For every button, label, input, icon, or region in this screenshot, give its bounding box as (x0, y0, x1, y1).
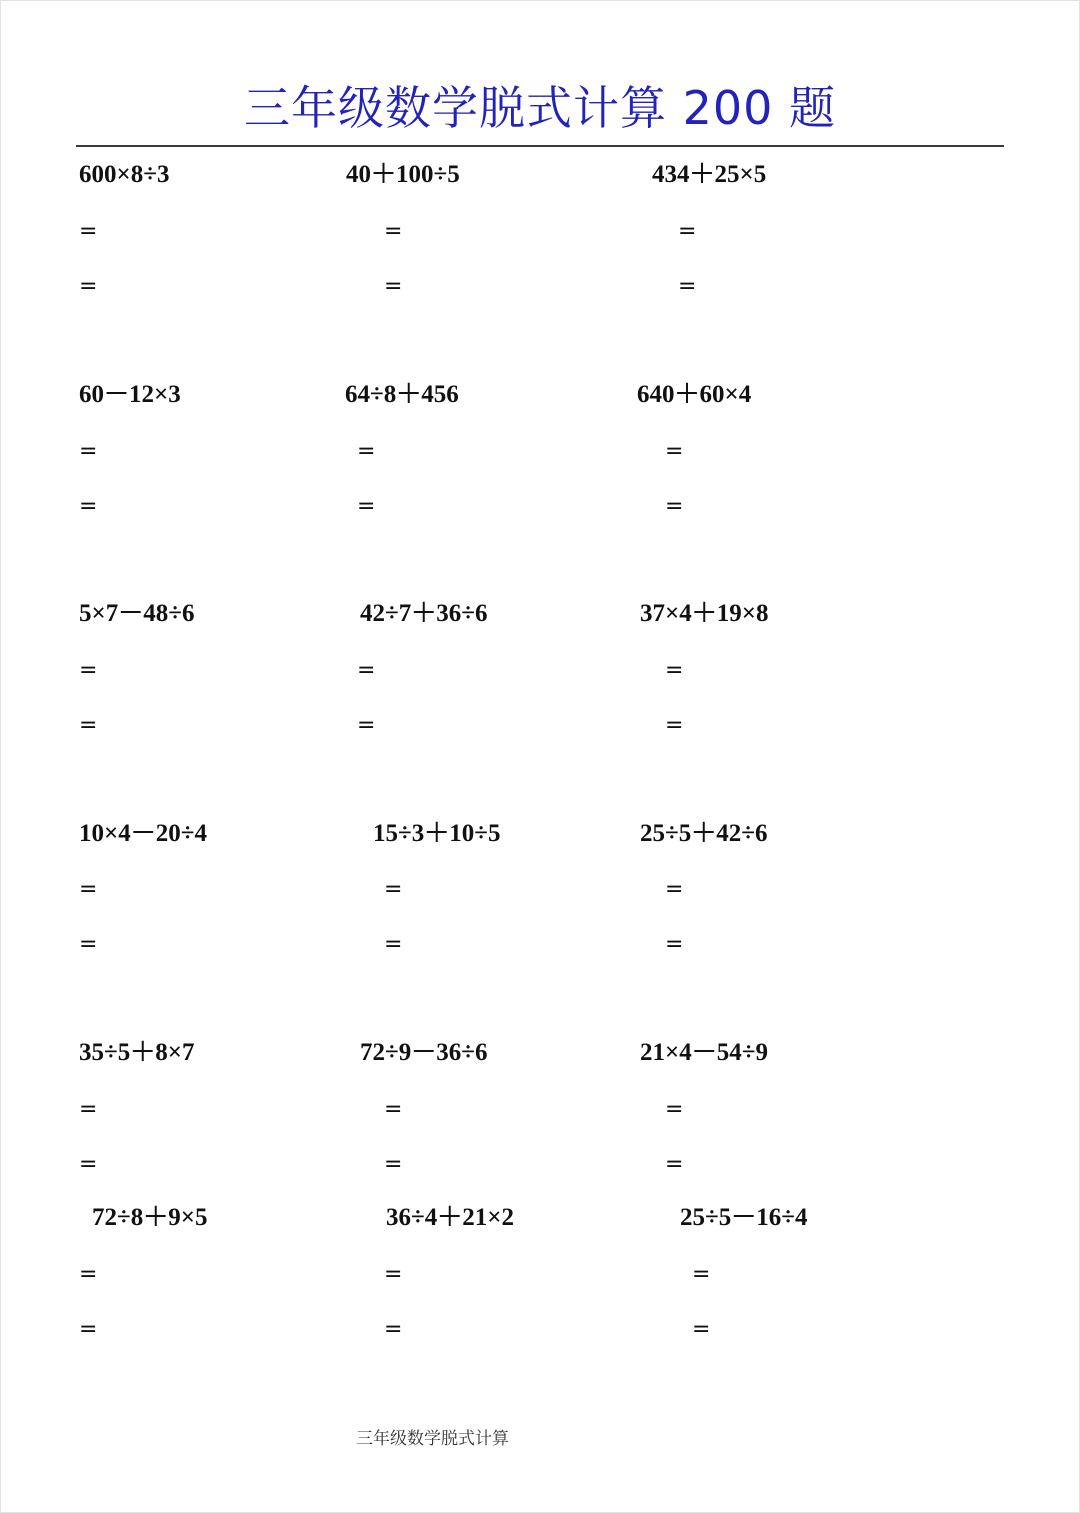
equals-line-2: = (357, 713, 376, 738)
problem-expression: 25÷5＋42÷6 (640, 820, 768, 847)
problem-16 (79, 1203, 392, 1353)
equals-line-1: = (665, 658, 684, 683)
equals-line-1: = (384, 877, 403, 902)
equals-line-1: = (678, 219, 697, 244)
problem-expression: 37×4＋19×8 (640, 600, 769, 627)
equals-line-2: = (384, 274, 403, 299)
problem-1 (79, 160, 379, 310)
problem-expression: 21×4－54÷9 (640, 1039, 768, 1066)
problem-13 (79, 1038, 379, 1188)
problem-2 (346, 160, 646, 310)
problem-expression: 600×8÷3 (79, 161, 170, 188)
problem-expression: 25÷5－16÷4 (680, 1204, 808, 1231)
problem-7 (79, 599, 379, 749)
equals-line-2: = (357, 494, 376, 519)
page-title: 三年级数学脱式计算 200 题 (243, 81, 837, 135)
equals-line-1: = (692, 1262, 711, 1287)
equals-line-1: = (79, 439, 98, 464)
equals-line-1: = (384, 1097, 403, 1122)
equals-line-2: = (79, 494, 98, 519)
page-footer: 三年级数学脱式计算 (356, 1429, 509, 1449)
problem-expression: 10×4－20÷4 (79, 820, 207, 847)
problem-5 (345, 380, 645, 530)
equals-line-2: = (384, 1152, 403, 1177)
equals-line-2: = (678, 274, 697, 299)
equals-line-2: = (79, 274, 98, 299)
problem-17 (386, 1203, 686, 1353)
problem-expression: 60－12×3 (79, 381, 181, 408)
equals-line-1: = (79, 877, 98, 902)
equals-line-2: = (665, 713, 684, 738)
equals-line-2: = (384, 932, 403, 957)
equals-line-1: = (357, 439, 376, 464)
problem-9 (640, 599, 940, 749)
problem-expression: 72÷8＋9×5 (92, 1204, 208, 1231)
equals-line-2: = (692, 1317, 711, 1342)
equals-line-2: = (79, 713, 98, 738)
problem-12 (640, 819, 940, 969)
equals-line-1: = (357, 658, 376, 683)
equals-line-1: = (79, 1262, 98, 1287)
problem-expression: 40＋100÷5 (346, 161, 460, 188)
equals-line-2: = (79, 1152, 98, 1177)
problem-8 (357, 599, 660, 749)
problem-4 (79, 380, 379, 530)
problem-expression: 15÷3＋10÷5 (373, 820, 501, 847)
problem-3 (652, 160, 952, 310)
equals-line-2: = (665, 932, 684, 957)
equals-line-1: = (79, 219, 98, 244)
problem-expression: 42÷7＋36÷6 (360, 600, 488, 627)
equals-line-1: = (79, 658, 98, 683)
equals-line-1: = (384, 219, 403, 244)
equals-line-2: = (665, 494, 684, 519)
equals-line-2: = (384, 1317, 403, 1342)
problem-expression: 434＋25×5 (652, 161, 767, 188)
equals-line-2: = (79, 932, 98, 957)
title-underline (76, 145, 1004, 147)
problem-6 (637, 380, 937, 530)
problem-14 (360, 1038, 660, 1188)
problem-expression: 36÷4＋21×2 (386, 1204, 514, 1231)
equals-line-2: = (665, 1152, 684, 1177)
equals-line-1: = (665, 1097, 684, 1122)
problem-expression: 72÷9－36÷6 (360, 1039, 488, 1066)
problem-expression: 5×7－48÷6 (79, 600, 195, 627)
problem-15 (640, 1038, 940, 1188)
problem-10 (79, 819, 379, 969)
equals-line-1: = (665, 877, 684, 902)
equals-line-2: = (79, 1317, 98, 1342)
problem-18 (680, 1203, 980, 1353)
equals-line-1: = (384, 1262, 403, 1287)
problem-expression: 35÷5＋8×7 (79, 1039, 195, 1066)
equals-line-1: = (79, 1097, 98, 1122)
problem-expression: 640＋60×4 (637, 381, 752, 408)
equals-line-1: = (665, 439, 684, 464)
problem-11 (373, 819, 673, 969)
problem-expression: 64÷8＋456 (345, 381, 459, 408)
